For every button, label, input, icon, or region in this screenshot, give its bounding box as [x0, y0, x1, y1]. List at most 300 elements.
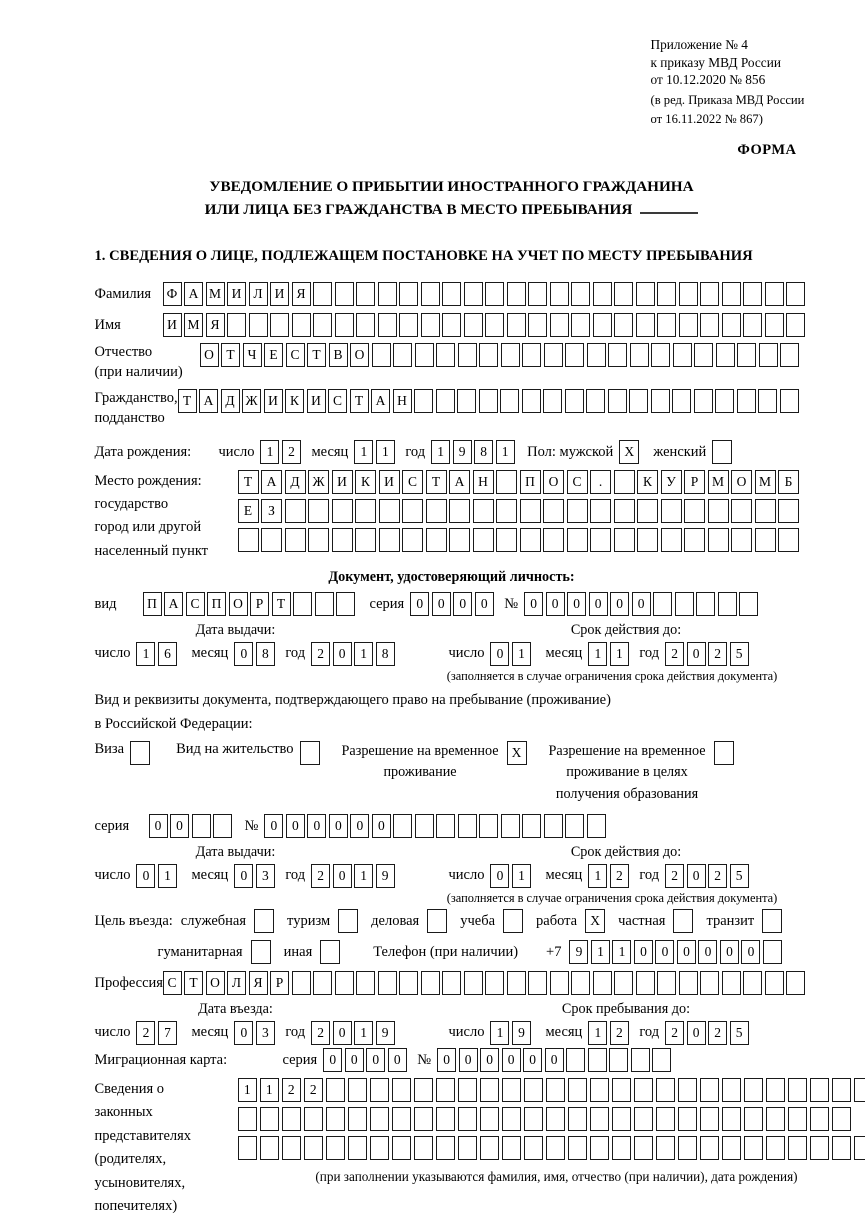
char-cell[interactable] [780, 343, 799, 367]
char-cell[interactable]: 0 [410, 592, 429, 616]
char-cell[interactable]: 1 [612, 940, 631, 964]
char-cell[interactable] [313, 282, 332, 306]
char-cell[interactable]: Р [270, 971, 289, 995]
char-cell[interactable]: 0 [333, 864, 352, 888]
char-cell[interactable] [421, 971, 440, 995]
char-cell[interactable] [370, 1107, 390, 1131]
char-cell[interactable]: 1 [260, 1078, 280, 1102]
char-cell[interactable] [501, 814, 520, 838]
char-cell[interactable]: А [449, 470, 470, 494]
char-cell[interactable] [636, 313, 655, 337]
char-cell[interactable] [590, 1078, 610, 1102]
char-cell[interactable] [672, 389, 691, 413]
char-cell[interactable] [568, 1107, 588, 1131]
char-cell[interactable] [524, 1078, 544, 1102]
char-cell[interactable]: Т [426, 470, 447, 494]
char-cell[interactable]: 9 [569, 940, 588, 964]
char-cell[interactable] [304, 1107, 324, 1131]
char-cell[interactable] [567, 528, 588, 552]
char-cell[interactable]: 0 [333, 1021, 352, 1045]
char-cell[interactable] [700, 1107, 720, 1131]
char-cell[interactable]: А [184, 282, 203, 306]
char-cell[interactable] [587, 814, 606, 838]
char-cell[interactable]: 0 [432, 592, 451, 616]
char-cell[interactable] [356, 313, 375, 337]
char-cell[interactable] [544, 343, 563, 367]
char-cell[interactable] [458, 1078, 478, 1102]
char-cell[interactable]: 0 [741, 940, 760, 964]
char-cell[interactable]: 0 [687, 1021, 706, 1045]
char-cell[interactable] [612, 1136, 632, 1160]
char-cell[interactable]: 0 [264, 814, 283, 838]
char-cell[interactable] [192, 814, 211, 838]
char-cell[interactable] [700, 313, 719, 337]
char-cell[interactable]: 1 [354, 440, 373, 464]
char-cell[interactable] [442, 313, 461, 337]
char-cell[interactable]: 1 [490, 1021, 509, 1045]
char-cell[interactable]: М [206, 282, 225, 306]
char-cell[interactable] [546, 1078, 566, 1102]
char-cell[interactable]: 0 [546, 592, 565, 616]
char-cell[interactable] [399, 313, 418, 337]
temp-permit-checkbox[interactable]: X [507, 741, 527, 765]
char-cell[interactable] [415, 343, 434, 367]
char-cell[interactable]: Ф [163, 282, 182, 306]
char-cell[interactable]: 7 [158, 1021, 177, 1045]
char-cell[interactable]: И [227, 282, 246, 306]
char-cell[interactable]: А [199, 389, 218, 413]
char-cell[interactable] [731, 499, 752, 523]
char-cell[interactable]: 0 [677, 940, 696, 964]
char-cell[interactable] [524, 1107, 544, 1131]
char-cell[interactable]: Ж [242, 389, 261, 413]
char-cell[interactable] [502, 1136, 522, 1160]
char-cell[interactable] [590, 499, 611, 523]
char-cell[interactable] [213, 814, 232, 838]
char-cell[interactable]: Т [307, 343, 326, 367]
char-cell[interactable] [722, 1136, 742, 1160]
char-cell[interactable] [568, 1078, 588, 1102]
char-cell[interactable] [608, 389, 627, 413]
char-cell[interactable]: 2 [708, 864, 727, 888]
char-cell[interactable]: О [206, 971, 225, 995]
char-cell[interactable]: 0 [687, 642, 706, 666]
char-cell[interactable] [788, 1078, 808, 1102]
char-cell[interactable] [293, 592, 312, 616]
char-cell[interactable]: К [355, 470, 376, 494]
char-cell[interactable] [744, 1107, 764, 1131]
char-cell[interactable] [763, 940, 782, 964]
char-cell[interactable]: 3 [256, 864, 275, 888]
char-cell[interactable] [464, 971, 483, 995]
char-cell[interactable] [708, 528, 729, 552]
char-cell[interactable] [528, 313, 547, 337]
char-cell[interactable] [326, 1078, 346, 1102]
char-cell[interactable] [778, 528, 799, 552]
char-cell[interactable] [442, 282, 461, 306]
char-cell[interactable] [694, 343, 713, 367]
char-cell[interactable]: Р [684, 470, 705, 494]
char-cell[interactable] [765, 282, 784, 306]
char-cell[interactable] [550, 971, 569, 995]
char-cell[interactable]: 0 [307, 814, 326, 838]
char-cell[interactable] [832, 1078, 852, 1102]
char-cell[interactable] [786, 313, 805, 337]
char-cell[interactable] [479, 814, 498, 838]
char-cell[interactable] [379, 528, 400, 552]
char-cell[interactable] [260, 1107, 280, 1131]
char-cell[interactable]: Я [206, 313, 225, 337]
char-cell[interactable] [304, 1136, 324, 1160]
char-cell[interactable]: 2 [136, 1021, 155, 1045]
char-cell[interactable] [285, 499, 306, 523]
char-cell[interactable] [593, 971, 612, 995]
char-cell[interactable] [656, 1136, 676, 1160]
char-cell[interactable] [378, 971, 397, 995]
char-cell[interactable]: О [350, 343, 369, 367]
char-cell[interactable] [355, 499, 376, 523]
purpose-humanitarian-checkbox[interactable] [251, 940, 271, 964]
char-cell[interactable] [313, 313, 332, 337]
char-cell[interactable] [238, 1136, 258, 1160]
char-cell[interactable]: 1 [512, 642, 531, 666]
char-cell[interactable] [308, 499, 329, 523]
char-cell[interactable] [566, 1048, 585, 1072]
char-cell[interactable] [759, 343, 778, 367]
char-cell[interactable] [485, 313, 504, 337]
char-cell[interactable]: 2 [311, 642, 330, 666]
char-cell[interactable]: 0 [610, 592, 629, 616]
char-cell[interactable] [755, 499, 776, 523]
char-cell[interactable] [737, 389, 756, 413]
char-cell[interactable]: М [755, 470, 776, 494]
char-cell[interactable]: С [186, 592, 205, 616]
char-cell[interactable]: 2 [311, 1021, 330, 1045]
char-cell[interactable]: 0 [329, 814, 348, 838]
char-cell[interactable]: 1 [431, 440, 450, 464]
char-cell[interactable] [436, 389, 455, 413]
char-cell[interactable]: 9 [376, 864, 395, 888]
char-cell[interactable] [282, 1136, 302, 1160]
char-cell[interactable] [656, 1078, 676, 1102]
char-cell[interactable] [464, 313, 483, 337]
char-cell[interactable] [744, 1078, 764, 1102]
char-cell[interactable] [722, 1107, 742, 1131]
char-cell[interactable] [743, 282, 762, 306]
char-cell[interactable] [426, 528, 447, 552]
char-cell[interactable] [402, 499, 423, 523]
purpose-transit-checkbox[interactable] [762, 909, 782, 933]
char-cell[interactable]: М [184, 313, 203, 337]
char-cell[interactable] [810, 1107, 830, 1131]
char-cell[interactable] [421, 313, 440, 337]
char-cell[interactable] [282, 1107, 302, 1131]
char-cell[interactable] [612, 1078, 632, 1102]
char-cell[interactable]: Л [227, 971, 246, 995]
char-cell[interactable] [436, 343, 455, 367]
char-cell[interactable]: 8 [474, 440, 493, 464]
char-cell[interactable] [788, 1107, 808, 1131]
char-cell[interactable] [636, 282, 655, 306]
char-cell[interactable] [780, 389, 799, 413]
char-cell[interactable]: М [708, 470, 729, 494]
char-cell[interactable] [480, 1136, 500, 1160]
char-cell[interactable] [657, 971, 676, 995]
char-cell[interactable] [502, 1078, 522, 1102]
char-cell[interactable]: У [661, 470, 682, 494]
char-cell[interactable] [520, 499, 541, 523]
char-cell[interactable] [550, 282, 569, 306]
char-cell[interactable] [636, 971, 655, 995]
char-cell[interactable] [436, 1078, 456, 1102]
char-cell[interactable] [524, 1136, 544, 1160]
char-cell[interactable]: 0 [350, 814, 369, 838]
char-cell[interactable] [449, 528, 470, 552]
char-cell[interactable] [543, 389, 562, 413]
char-cell[interactable] [507, 313, 526, 337]
char-cell[interactable]: 1 [496, 440, 515, 464]
char-cell[interactable]: 2 [282, 440, 301, 464]
char-cell[interactable] [637, 499, 658, 523]
char-cell[interactable] [393, 343, 412, 367]
char-cell[interactable] [238, 528, 259, 552]
char-cell[interactable] [528, 282, 547, 306]
char-cell[interactable]: О [543, 470, 564, 494]
char-cell[interactable] [788, 1136, 808, 1160]
char-cell[interactable] [496, 499, 517, 523]
char-cell[interactable] [543, 528, 564, 552]
char-cell[interactable] [378, 282, 397, 306]
char-cell[interactable]: Н [473, 470, 494, 494]
char-cell[interactable]: П [520, 470, 541, 494]
char-cell[interactable]: Е [238, 499, 259, 523]
char-cell[interactable] [479, 343, 498, 367]
char-cell[interactable] [335, 971, 354, 995]
char-cell[interactable]: 2 [610, 1021, 629, 1045]
char-cell[interactable]: 0 [459, 1048, 478, 1072]
char-cell[interactable] [722, 282, 741, 306]
char-cell[interactable] [392, 1107, 412, 1131]
char-cell[interactable]: С [402, 470, 423, 494]
char-cell[interactable] [249, 313, 268, 337]
purpose-private-checkbox[interactable] [673, 909, 693, 933]
char-cell[interactable]: 9 [453, 440, 472, 464]
char-cell[interactable] [673, 343, 692, 367]
char-cell[interactable]: 0 [720, 940, 739, 964]
char-cell[interactable] [565, 814, 584, 838]
char-cell[interactable] [370, 1136, 390, 1160]
char-cell[interactable] [571, 971, 590, 995]
char-cell[interactable] [832, 1136, 852, 1160]
edu-permit-checkbox[interactable] [714, 741, 734, 765]
char-cell[interactable] [436, 1136, 456, 1160]
char-cell[interactable] [436, 1107, 456, 1131]
char-cell[interactable]: 0 [523, 1048, 542, 1072]
char-cell[interactable]: Т [178, 389, 197, 413]
char-cell[interactable] [522, 389, 541, 413]
char-cell[interactable] [653, 592, 672, 616]
char-cell[interactable] [614, 470, 635, 494]
char-cell[interactable] [722, 971, 741, 995]
char-cell[interactable]: 0 [502, 1048, 521, 1072]
char-cell[interactable] [522, 343, 541, 367]
char-cell[interactable] [614, 282, 633, 306]
char-cell[interactable] [335, 282, 354, 306]
char-cell[interactable]: 0 [372, 814, 391, 838]
char-cell[interactable] [378, 313, 397, 337]
char-cell[interactable] [480, 1078, 500, 1102]
char-cell[interactable]: 8 [376, 642, 395, 666]
char-cell[interactable]: 0 [136, 864, 155, 888]
char-cell[interactable] [356, 282, 375, 306]
char-cell[interactable] [715, 389, 734, 413]
char-cell[interactable] [634, 1107, 654, 1131]
char-cell[interactable] [326, 1107, 346, 1131]
char-cell[interactable] [609, 1048, 628, 1072]
char-cell[interactable]: С [163, 971, 182, 995]
char-cell[interactable] [458, 1107, 478, 1131]
char-cell[interactable] [238, 1107, 258, 1131]
char-cell[interactable] [832, 1107, 852, 1131]
char-cell[interactable]: 2 [311, 864, 330, 888]
char-cell[interactable]: 1 [158, 864, 177, 888]
char-cell[interactable] [348, 1078, 368, 1102]
char-cell[interactable] [854, 1136, 865, 1160]
char-cell[interactable]: Л [249, 282, 268, 306]
char-cell[interactable] [696, 592, 715, 616]
char-cell[interactable] [765, 313, 784, 337]
char-cell[interactable] [608, 343, 627, 367]
char-cell[interactable]: 0 [524, 592, 543, 616]
char-cell[interactable] [586, 389, 605, 413]
purpose-business-checkbox[interactable] [254, 909, 274, 933]
char-cell[interactable] [656, 1107, 676, 1131]
purpose-other-checkbox[interactable] [320, 940, 340, 964]
char-cell[interactable] [370, 1078, 390, 1102]
char-cell[interactable]: 0 [634, 940, 653, 964]
char-cell[interactable] [332, 528, 353, 552]
char-cell[interactable] [414, 1136, 434, 1160]
char-cell[interactable] [313, 971, 332, 995]
char-cell[interactable] [546, 1107, 566, 1131]
char-cell[interactable]: К [285, 389, 304, 413]
char-cell[interactable]: 1 [588, 642, 607, 666]
char-cell[interactable] [442, 971, 461, 995]
char-cell[interactable] [464, 282, 483, 306]
char-cell[interactable]: 2 [665, 642, 684, 666]
char-cell[interactable]: 1 [512, 864, 531, 888]
char-cell[interactable] [485, 282, 504, 306]
char-cell[interactable]: О [731, 470, 752, 494]
char-cell[interactable]: 1 [354, 1021, 373, 1045]
char-cell[interactable]: П [207, 592, 226, 616]
char-cell[interactable]: 0 [323, 1048, 342, 1072]
char-cell[interactable] [743, 971, 762, 995]
char-cell[interactable] [739, 592, 758, 616]
char-cell[interactable]: 1 [588, 1021, 607, 1045]
char-cell[interactable] [679, 971, 698, 995]
char-cell[interactable] [421, 282, 440, 306]
char-cell[interactable] [587, 343, 606, 367]
char-cell[interactable] [629, 389, 648, 413]
char-cell[interactable]: 1 [238, 1078, 258, 1102]
char-cell[interactable] [588, 1048, 607, 1072]
char-cell[interactable] [766, 1136, 786, 1160]
char-cell[interactable] [457, 389, 476, 413]
char-cell[interactable]: 0 [388, 1048, 407, 1072]
char-cell[interactable] [652, 1048, 671, 1072]
char-cell[interactable]: Д [285, 470, 306, 494]
char-cell[interactable]: 2 [610, 864, 629, 888]
char-cell[interactable]: 1 [588, 864, 607, 888]
char-cell[interactable] [590, 1136, 610, 1160]
char-cell[interactable]: 2 [304, 1078, 324, 1102]
char-cell[interactable]: 0 [234, 864, 253, 888]
char-cell[interactable] [571, 313, 590, 337]
char-cell[interactable] [543, 499, 564, 523]
char-cell[interactable] [718, 592, 737, 616]
char-cell[interactable]: 1 [354, 642, 373, 666]
char-cell[interactable] [414, 389, 433, 413]
char-cell[interactable]: 0 [366, 1048, 385, 1072]
char-cell[interactable] [678, 1136, 698, 1160]
char-cell[interactable] [449, 499, 470, 523]
char-cell[interactable] [567, 499, 588, 523]
char-cell[interactable] [565, 389, 584, 413]
char-cell[interactable] [614, 528, 635, 552]
char-cell[interactable] [285, 528, 306, 552]
char-cell[interactable] [810, 1078, 830, 1102]
char-cell[interactable]: 0 [655, 940, 674, 964]
char-cell[interactable]: 0 [333, 642, 352, 666]
char-cell[interactable] [614, 499, 635, 523]
char-cell[interactable] [684, 528, 705, 552]
char-cell[interactable]: 0 [490, 864, 509, 888]
char-cell[interactable] [393, 814, 412, 838]
char-cell[interactable]: Н [393, 389, 412, 413]
char-cell[interactable] [593, 313, 612, 337]
residence-permit-checkbox[interactable] [300, 741, 320, 765]
char-cell[interactable]: 0 [453, 592, 472, 616]
char-cell[interactable]: 0 [687, 864, 706, 888]
char-cell[interactable] [700, 282, 719, 306]
char-cell[interactable] [507, 282, 526, 306]
char-cell[interactable]: 0 [234, 642, 253, 666]
char-cell[interactable] [694, 389, 713, 413]
char-cell[interactable] [292, 971, 311, 995]
char-cell[interactable]: 1 [376, 440, 395, 464]
char-cell[interactable]: Ч [243, 343, 262, 367]
char-cell[interactable] [651, 389, 670, 413]
char-cell[interactable]: А [164, 592, 183, 616]
char-cell[interactable] [496, 470, 517, 494]
char-cell[interactable] [708, 499, 729, 523]
char-cell[interactable] [758, 389, 777, 413]
char-cell[interactable] [528, 971, 547, 995]
purpose-tourism-checkbox[interactable] [338, 909, 358, 933]
char-cell[interactable] [348, 1136, 368, 1160]
char-cell[interactable] [590, 528, 611, 552]
char-cell[interactable] [227, 313, 246, 337]
char-cell[interactable]: 0 [567, 592, 586, 616]
char-cell[interactable] [634, 1078, 654, 1102]
char-cell[interactable] [684, 499, 705, 523]
char-cell[interactable]: П [143, 592, 162, 616]
char-cell[interactable]: З [261, 499, 282, 523]
char-cell[interactable]: И [163, 313, 182, 337]
char-cell[interactable]: 1 [136, 642, 155, 666]
char-cell[interactable] [507, 971, 526, 995]
